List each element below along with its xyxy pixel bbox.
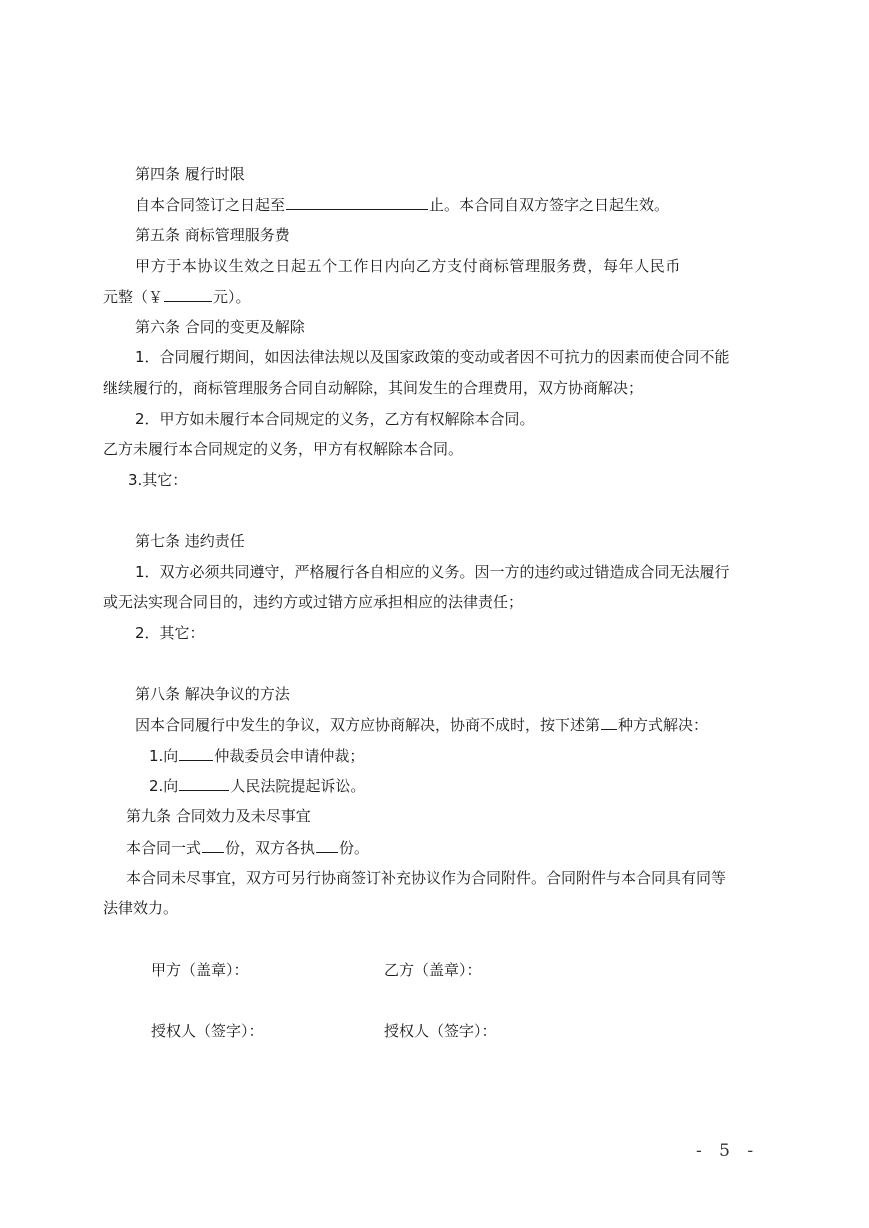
article-5-fee-line1: 甲方于本协议生效之日起五个工作日内向乙方支付商标管理服务费，每年人民币 — [135, 257, 682, 275]
article-6-item2-line1: 2．甲方如未履行本合同规定的义务，乙方有权解除本合同。 — [135, 410, 535, 428]
term-end-text: 止。本合同自双方签字之日起生效。 — [429, 196, 670, 214]
article-9-supplement-line1: 本合同未尽事宜，双方可另行协商签订补充协议作为合同附件。合同附件与本合同具有同等 — [126, 869, 727, 887]
article-6-item1-line2: 继续履行的，商标管理服务合同自动解除，其间发生的合理费用，双方协商解决； — [103, 379, 644, 397]
article-9-copies — [126, 837, 369, 858]
copies-text-c: 份。 — [339, 839, 370, 857]
article-5-fee-line2 — [103, 286, 251, 307]
article-9-supplement-line2: 法律效力。 — [103, 899, 179, 917]
article-7-item1-line2: 或无法实现合同目的，违约方或过错方应承担相应的法律责任； — [103, 593, 524, 611]
fee-amount-blank[interactable] — [164, 286, 212, 302]
article-8-heading: 第八条 解决争议的方法 — [135, 685, 290, 703]
option1-text: 仲裁委员会申请仲裁； — [214, 747, 365, 765]
article-6-item1-line1: 1．合同履行期间，如因法律法规以及国家政策的变动或者因不可抗力的因素而使合同不能 — [135, 348, 730, 366]
article-8-intro — [135, 714, 708, 735]
fee-unit-text: 元）。 — [213, 288, 251, 306]
copies-each-blank[interactable] — [316, 837, 338, 853]
article-8-option1 — [149, 745, 364, 766]
term-end-date-blank[interactable] — [286, 194, 428, 210]
page-number: - 5 - — [696, 1141, 760, 1161]
dispute-intro-end-text: 种方式解决： — [618, 716, 709, 734]
total-copies-blank[interactable] — [202, 837, 224, 853]
copies-text-a: 本合同一式 — [126, 839, 202, 857]
term-start-text: 自本合同签订之日起至 — [135, 196, 286, 214]
party-a-seal-label: 甲方（盖章）： — [151, 961, 249, 979]
article-7-heading: 第七条 违约责任 — [135, 532, 245, 550]
article-4-heading: 第四条 履行时限 — [135, 165, 245, 183]
copies-text-b: 份，双方各执 — [225, 839, 316, 857]
article-7-item1-line1: 1．双方必须共同遵守，严格履行各自相应的义务。因一方的违约或过错造成合同无法履行 — [135, 563, 730, 581]
arbitration-commission-blank[interactable] — [179, 745, 213, 761]
article-4-term-line — [135, 194, 669, 215]
dispute-intro-text: 因本合同履行中发生的争议，双方应协商解决，协商不成时，按下述第 — [135, 716, 601, 734]
court-name-blank[interactable] — [179, 775, 229, 791]
party-b-seal-label: 乙方（盖章）： — [384, 961, 482, 979]
article-7-item2: 2．其它： — [135, 624, 205, 642]
option2-prefix: 2.向 — [149, 777, 179, 795]
fee-amount-text: 元整（￥ — [103, 288, 164, 306]
article-6-item3: 3.其它： — [128, 471, 188, 489]
option2-text: 人民法院提起诉讼。 — [230, 777, 366, 795]
article-5-heading: 第五条 商标管理服务费 — [135, 226, 290, 244]
party-b-signer-label: 授权人（签字）： — [384, 1022, 497, 1040]
article-9-heading: 第九条 合同效力及未尽事宜 — [126, 807, 311, 825]
article-6-heading: 第六条 合同的变更及解除 — [135, 318, 305, 336]
option1-prefix: 1.向 — [149, 747, 179, 765]
article-6-item2-line2: 乙方未履行本合同规定的义务，甲方有权解除本合同。 — [103, 440, 464, 458]
party-a-signer-label: 授权人（签字）： — [151, 1022, 264, 1040]
article-8-option2 — [149, 775, 365, 796]
dispute-method-number-blank[interactable] — [601, 714, 617, 730]
